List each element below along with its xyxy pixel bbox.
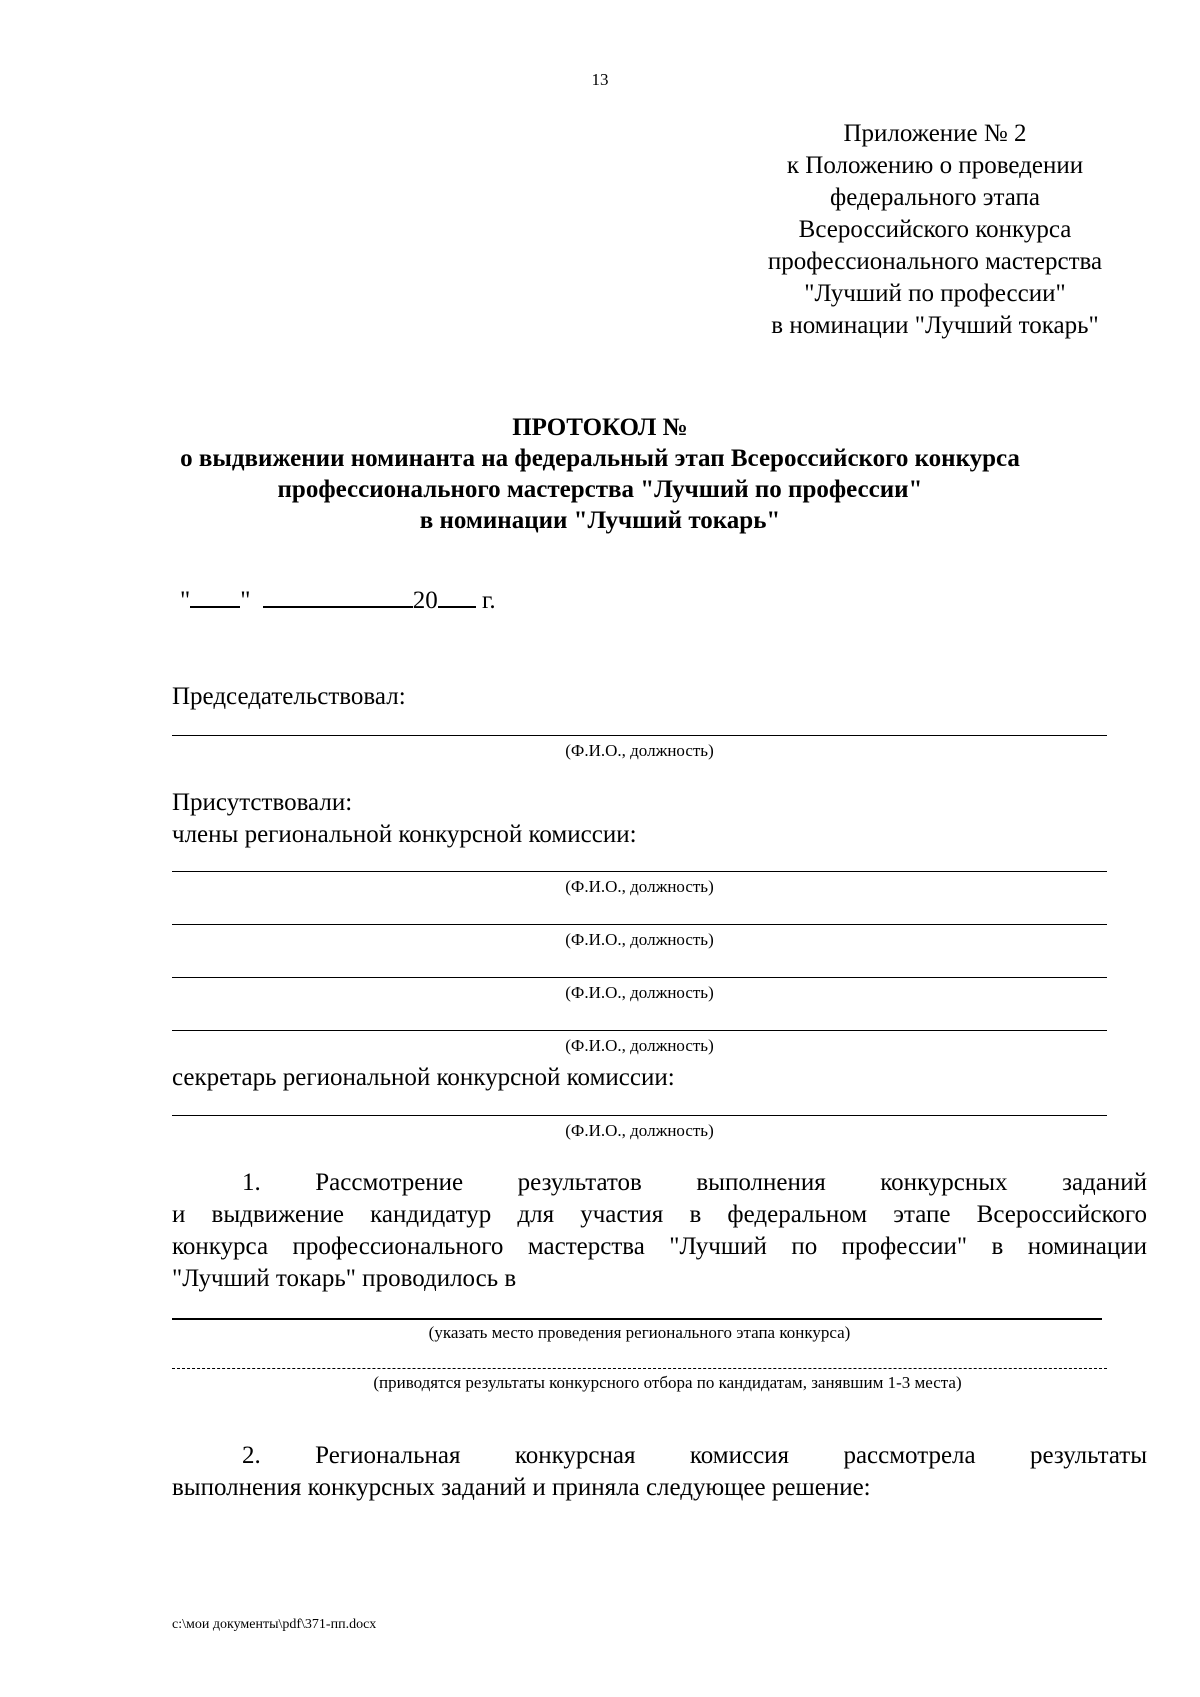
- title-line: ПРОТОКОЛ №: [512, 414, 688, 441]
- date-line: [180, 584, 496, 615]
- item-1-line: конкурса профессионального мастерства "Лучший по профессии" в номинации: [172, 1233, 1147, 1260]
- footer-file-path: c:\мои документы\pdf\371-пп.docx: [172, 1617, 377, 1632]
- present-label: Присутствовали:: [172, 789, 353, 816]
- date-close-quote: ": [240, 587, 251, 614]
- member-caption: (Ф.И.О., должность): [565, 983, 714, 1002]
- venue-caption: (указать место проведения регионального этапа конкурса): [428, 1323, 851, 1342]
- signature-rule: [172, 1115, 1107, 1116]
- secretary-caption: (Ф.И.О., должность): [565, 1121, 714, 1140]
- title-line: в номинации "Лучший токарь": [419, 507, 781, 534]
- member-caption: (Ф.И.О., должность): [565, 877, 714, 896]
- date-day-blank: [190, 584, 240, 608]
- member-caption: (Ф.И.О., должность): [565, 930, 714, 949]
- signature-rule: [172, 735, 1107, 736]
- appendix-line: профессионального мастерства: [767, 248, 1103, 275]
- appendix-line: Приложение № 2: [843, 120, 1027, 147]
- chaired-caption: (Ф.И.О., должность): [565, 741, 714, 760]
- item-2-line: выполнения конкурсных заданий и приняла следующее решение:: [172, 1474, 871, 1501]
- results-rule: [172, 1368, 1107, 1369]
- secretary-label: секретарь региональной конкурсной комиссии:: [172, 1064, 675, 1091]
- members-label: члены региональной конкурсной комиссии:: [172, 821, 637, 848]
- signature-rule: [172, 871, 1107, 872]
- protocol-title: [120, 412, 1080, 536]
- appendix-line: "Лучший по профессии": [804, 280, 1066, 307]
- date-year-suffix: г.: [481, 587, 496, 614]
- appendix-heading: [700, 118, 1170, 342]
- item-2-line: 2. Региональная конкурсная комиссия рассмотрела результаты: [242, 1442, 1147, 1469]
- venue-rule: [172, 1318, 1102, 1320]
- appendix-line: в номинации "Лучший токарь": [771, 312, 1099, 339]
- date-open-quote: ": [180, 587, 191, 614]
- date-year-prefix: 20: [412, 587, 438, 614]
- signature-rule: [172, 1030, 1107, 1031]
- appendix-line: Всероссийского конкурса: [798, 216, 1072, 243]
- signature-rule: [172, 924, 1107, 925]
- item-1-line: "Лучший токарь" проводилось в: [172, 1265, 517, 1292]
- item-1-line: и выдвижение кандидатур для участия в федеральном этапе Всероссийского: [172, 1201, 1147, 1228]
- appendix-line: федерального этапа: [830, 184, 1040, 211]
- signature-rule: [172, 977, 1107, 978]
- chaired-label: Председательствовал:: [172, 683, 406, 710]
- results-caption: (приводятся результаты конкурсного отбора по кандидатам, занявшим 1-3 места): [373, 1373, 962, 1392]
- member-caption: (Ф.И.О., должность): [565, 1036, 714, 1055]
- item-2-paragraph: [172, 1440, 1147, 1504]
- item-1-paragraph: [172, 1167, 1147, 1295]
- title-line: о выдвижении номинанта на федеральный этап Всероссийского конкурса: [180, 445, 1020, 472]
- item-1-line: 1. Рассмотрение результатов выполнения конкурсных заданий: [242, 1169, 1147, 1196]
- date-month-blank: [263, 584, 413, 608]
- date-year-blank: [438, 584, 476, 608]
- page-number: 13: [591, 70, 609, 89]
- appendix-line: к Положению о проведении: [786, 152, 1084, 179]
- title-line: профессионального мастерства "Лучший по профессии": [277, 476, 923, 503]
